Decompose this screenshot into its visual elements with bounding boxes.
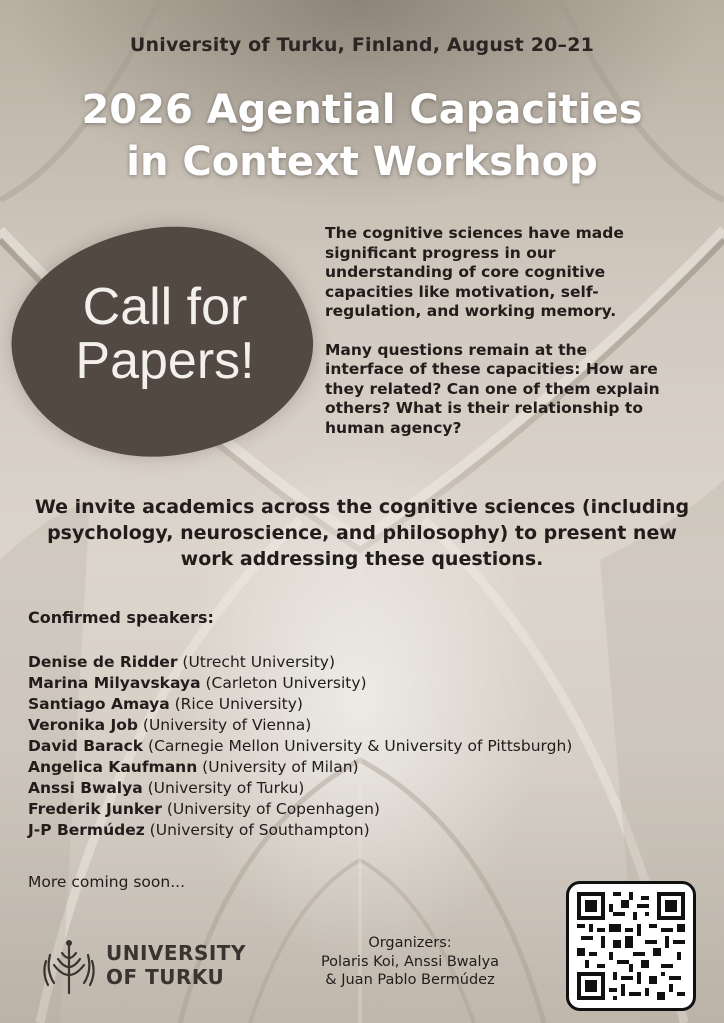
workshop-title-line-2: in Context Workshop <box>126 139 598 185</box>
organizers <box>290 934 530 990</box>
call-for-papers-line-1: Call for <box>82 278 248 336</box>
speakers-heading: Confirmed speakers: <box>28 608 214 627</box>
speaker-item <box>28 778 708 799</box>
organizers-line-1: Polaris Koi, Anssi Bwalya <box>320 953 500 970</box>
speaker-item <box>28 694 708 715</box>
speaker-name: J-P Bermúdez <box>28 821 145 839</box>
intro-paragraph-2: Many questions remain at the interface of these capacities: How are they related? Can one of them explain others? What is their relationship to human agency? <box>325 340 660 437</box>
speaker-affiliation: (University of Southampton) <box>144 821 370 839</box>
speaker-name: Frederik Junker <box>28 800 162 818</box>
event-date-location: University of Turku, Finland, August 20–21 <box>129 34 595 56</box>
organizers-label: Organizers: <box>368 935 452 951</box>
university-logo-line-1: UNIVERSITY <box>106 941 246 965</box>
speaker-affiliation: (Rice University) <box>169 695 303 713</box>
speaker-item <box>28 820 708 841</box>
speaker-item <box>28 757 708 778</box>
speaker-name: Anssi Bwalya <box>28 779 143 797</box>
qr-code-icon <box>577 892 685 1000</box>
speaker-item <box>28 799 708 820</box>
university-logo-line-2: OF TURKU <box>106 965 225 989</box>
organizers-line-2: & Juan Pablo Bermúdez <box>325 972 495 988</box>
university-logo <box>40 937 260 997</box>
speaker-item <box>28 736 708 757</box>
invitation-text: We invite academics across the cognitive sciences (including psychology, neuroscience, and philosophy) to present new work addressing these questions. <box>34 496 690 570</box>
speaker-affiliation: (Carnegie Mellon University & University of Pittsburgh) <box>143 737 573 755</box>
speaker-name: David Barack <box>28 737 144 755</box>
speaker-affiliation: (University of Turku) <box>142 779 305 797</box>
speaker-affiliation: (University of Vienna) <box>137 716 312 734</box>
speaker-name: Angelica Kaufmann <box>28 758 198 776</box>
speaker-affiliation: (University of Milan) <box>197 758 359 776</box>
speaker-name: Veronika Job <box>28 716 138 734</box>
speaker-name: Marina Milyavskaya <box>28 674 201 692</box>
university-logo-text <box>106 941 246 989</box>
call-for-papers-line-2: Papers! <box>75 332 255 390</box>
speaker-item <box>28 715 708 736</box>
speaker-name: Denise de Ridder <box>28 653 178 671</box>
speaker-item <box>28 673 708 694</box>
intro-text <box>325 224 665 457</box>
speaker-list <box>28 652 708 841</box>
speaker-name: Santiago Amaya <box>28 695 170 713</box>
speaker-affiliation: (University of Copenhagen) <box>161 800 380 818</box>
speaker-affiliation: (Utrecht University) <box>177 653 336 671</box>
university-of-turku-emblem-icon <box>40 937 98 997</box>
intro-paragraph-1: The cognitive sciences have made significant progress in our understanding of core cognitive capacities like motivation, self-regulation, and working memory. <box>325 224 624 320</box>
more-speakers-note: More coming soon... <box>28 873 185 891</box>
qr-code[interactable] <box>566 881 696 1011</box>
speaker-item <box>28 652 708 673</box>
workshop-title-line-1: 2026 Agential Capacities <box>81 87 643 133</box>
workshop-title <box>0 84 724 188</box>
speaker-affiliation: (Carleton University) <box>200 674 367 692</box>
call-for-papers-text <box>40 280 290 388</box>
